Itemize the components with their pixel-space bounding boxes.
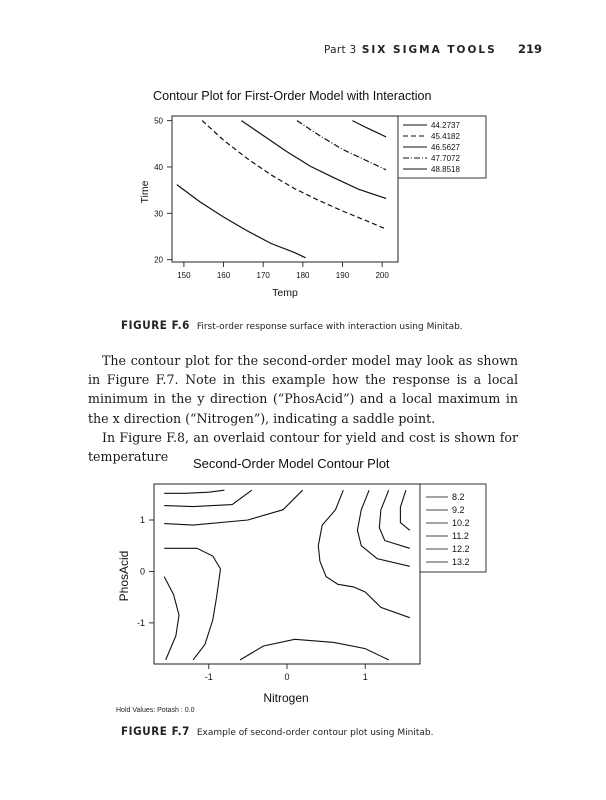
figure-label: FIGURE F.6 bbox=[121, 318, 190, 332]
part-label: Part 3 bbox=[323, 44, 357, 56]
figure-label: FIGURE F.7 bbox=[121, 724, 190, 738]
legend-label: 47.7072 bbox=[431, 154, 460, 163]
y-tick-label: 0 bbox=[139, 566, 145, 577]
contour-line bbox=[177, 185, 306, 258]
x-tick-label: 1 bbox=[362, 672, 368, 682]
legend-label: 12.2 bbox=[452, 544, 470, 554]
x-axis-label: Temp bbox=[272, 287, 298, 299]
contour-line bbox=[164, 490, 302, 525]
figure-f7-caption bbox=[121, 724, 433, 738]
y-tick-label: 1 bbox=[139, 515, 145, 525]
hold-values-note: Hold Values: Potash : 0.0 bbox=[116, 707, 195, 714]
body-text bbox=[88, 351, 518, 466]
y-tick-label: 40 bbox=[154, 162, 163, 172]
x-tick-label: 0 bbox=[284, 672, 290, 682]
legend-label: 13.2 bbox=[452, 557, 470, 567]
chart-title: Contour Plot for First-Order Model with Interaction bbox=[153, 89, 432, 103]
figure-f7-contour-plot bbox=[108, 452, 508, 716]
legend-label: 9.2 bbox=[452, 505, 465, 515]
caption-text: Example of second-order contour plot using Minitab. bbox=[196, 728, 434, 738]
contour-line bbox=[202, 121, 386, 230]
legend-label: 44.2737 bbox=[431, 121, 460, 130]
contour-line bbox=[352, 121, 386, 137]
legend-label: 8.2 bbox=[452, 492, 465, 502]
y-tick-label: 50 bbox=[154, 116, 163, 126]
contour-line bbox=[297, 121, 386, 170]
caption-text: First-order response surface with interaction using Minitab. bbox=[196, 322, 463, 332]
legend-label: 11.2 bbox=[452, 531, 469, 541]
paragraph: In Figure F.8, an overlaid contour for yield and cost is shown for temperature bbox=[88, 429, 518, 465]
x-tick-label: 180 bbox=[296, 271, 310, 280]
plot-frame bbox=[154, 484, 420, 664]
contour-line bbox=[400, 490, 409, 530]
figure-f6-caption bbox=[121, 318, 463, 332]
section-title: SIX SIGMA TOOLS bbox=[361, 44, 497, 56]
legend-label: 46.5627 bbox=[431, 143, 460, 152]
legend-label: 10.2 bbox=[452, 518, 470, 528]
x-axis-label: Nitrogen bbox=[263, 691, 309, 705]
contour-line bbox=[318, 490, 410, 618]
y-tick-label: -1 bbox=[136, 617, 145, 628]
page-number: 219 bbox=[517, 42, 542, 56]
x-tick-label: 170 bbox=[256, 271, 270, 280]
contour-line bbox=[164, 577, 179, 660]
plot-frame bbox=[172, 116, 398, 262]
contour-line bbox=[240, 639, 389, 660]
contour-line bbox=[379, 490, 410, 548]
figure-f6-contour-plot bbox=[108, 86, 498, 304]
x-tick-label: 150 bbox=[177, 271, 191, 280]
legend-label: 48.8518 bbox=[431, 165, 460, 174]
legend-label: 45.4182 bbox=[431, 132, 460, 141]
x-tick-label: 190 bbox=[335, 271, 350, 280]
x-tick-label: 200 bbox=[375, 271, 389, 280]
y-axis-label: PhosAcid bbox=[117, 550, 131, 602]
chart-title: Second-Order Model Contour Plot bbox=[193, 456, 390, 471]
x-tick-label: -1 bbox=[204, 672, 213, 682]
contour-line bbox=[164, 490, 224, 493]
running-header bbox=[324, 42, 542, 56]
paragraph: The contour plot for the second-order model may look as shown in Figure F.7. Note in this example how the response is a local minimum in the y direction (“PhosAcid”) and a local maximum in the x direction (“Nitrogen”), indicating a saddle point. bbox=[88, 353, 518, 426]
y-tick-label: 20 bbox=[154, 255, 163, 265]
y-axis-label: Time bbox=[139, 180, 151, 204]
y-tick-label: 30 bbox=[154, 209, 163, 219]
x-tick-label: 160 bbox=[216, 271, 231, 280]
